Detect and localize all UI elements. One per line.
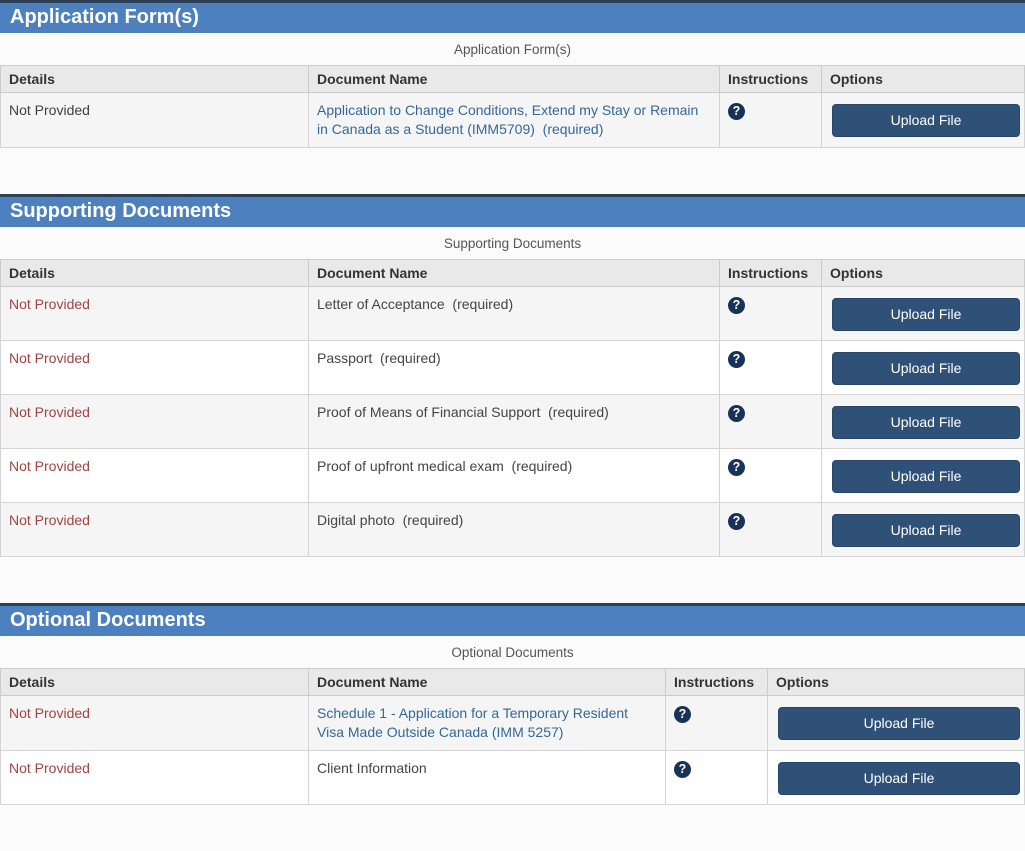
upload-file-button[interactable]: Upload File: [778, 762, 1020, 795]
upload-file-button[interactable]: Upload File: [832, 104, 1020, 137]
help-icon[interactable]: ?: [674, 706, 691, 723]
options-cell: [822, 340, 1025, 394]
details-status: Not Provided: [9, 102, 90, 118]
column-header-details: Details: [1, 668, 309, 695]
help-icon[interactable]: ?: [728, 405, 745, 422]
document-name: Application to Change Conditions, Extend my Stay or Remain in Canada as a Student (IMM5709) (required): [317, 102, 703, 137]
help-icon[interactable]: ?: [728, 297, 745, 314]
help-icon[interactable]: ?: [728, 459, 745, 476]
header-row: [1, 259, 1025, 286]
details-status: Not Provided: [9, 457, 90, 474]
table-row: [1, 502, 1025, 556]
details-cell: [1, 286, 309, 340]
help-icon[interactable]: ?: [674, 761, 691, 778]
table-row: [1, 695, 1025, 750]
details-status: Not Provided: [9, 704, 90, 721]
table-row: [1, 93, 1025, 148]
table-row: [1, 340, 1025, 394]
options-cell: [822, 394, 1025, 448]
help-icon[interactable]: ?: [728, 351, 745, 368]
details-cell: [1, 502, 309, 556]
options-cell: [822, 448, 1025, 502]
instructions-cell: [720, 286, 822, 340]
column-header-instructions: Instructions: [720, 66, 822, 93]
document-name: Proof of upfront medical exam (required): [317, 457, 573, 474]
document-name: Passport (required): [317, 349, 441, 366]
documents-table: [0, 33, 1025, 148]
table-row: [1, 394, 1025, 448]
document-name: Digital photo (required): [317, 511, 464, 528]
table-caption: Supporting Documents: [0, 227, 1025, 259]
table-caption: Application Form(s): [0, 33, 1025, 65]
document-name-cell: [309, 750, 666, 804]
document-name-cell: [309, 340, 720, 394]
column-header-details: Details: [1, 259, 309, 286]
document-name: Proof of Means of Financial Support (required): [317, 403, 609, 420]
details-cell: [1, 448, 309, 502]
options-cell: [768, 750, 1025, 804]
upload-file-button[interactable]: Upload File: [832, 406, 1020, 439]
table-caption: Optional Documents: [0, 636, 1025, 668]
column-header-details: Details: [1, 66, 309, 93]
document-name-cell: [309, 394, 720, 448]
details-status: Not Provided: [9, 295, 90, 312]
help-icon[interactable]: ?: [728, 513, 745, 530]
instructions-cell: [720, 394, 822, 448]
details-cell: [1, 93, 309, 148]
document-name-cell: [309, 448, 720, 502]
upload-file-button[interactable]: Upload File: [832, 298, 1020, 331]
options-cell: [822, 286, 1025, 340]
upload-file-button[interactable]: Upload File: [832, 514, 1020, 547]
instructions-cell: [720, 93, 822, 148]
documents-table: [0, 636, 1025, 805]
details-status: Not Provided: [9, 511, 90, 528]
table-row: [1, 750, 1025, 804]
column-header-options: Options: [822, 66, 1025, 93]
details-status: Not Provided: [9, 403, 90, 420]
document-name: Client Information: [317, 759, 427, 776]
instructions-cell: [666, 695, 768, 750]
document-name: Letter of Acceptance (required): [317, 295, 514, 312]
section-title: Optional Documents: [10, 608, 206, 631]
header-row: [1, 66, 1025, 93]
section-supporting-documents: [0, 194, 1025, 557]
details-status: Not Provided: [9, 759, 90, 776]
documents-table: [0, 227, 1025, 557]
details-cell: [1, 340, 309, 394]
options-cell: [768, 695, 1025, 750]
header-row: [1, 668, 1025, 695]
document-name-cell: [309, 286, 720, 340]
document-name-cell: [309, 695, 666, 750]
section-header-bar: [0, 194, 1025, 227]
upload-file-button[interactable]: Upload File: [778, 707, 1020, 740]
options-cell: [822, 502, 1025, 556]
section-application-forms: [0, 0, 1025, 148]
column-header-instructions: Instructions: [720, 259, 822, 286]
upload-file-button[interactable]: Upload File: [832, 460, 1020, 493]
instructions-cell: [720, 340, 822, 394]
instructions-cell: [666, 750, 768, 804]
column-header-document-name: Document Name: [309, 668, 666, 695]
column-header-document-name: Document Name: [309, 66, 720, 93]
column-header-instructions: Instructions: [666, 668, 768, 695]
table-row: [1, 448, 1025, 502]
details-cell: [1, 695, 309, 750]
column-header-document-name: Document Name: [309, 259, 720, 286]
document-name-cell: [309, 502, 720, 556]
details-cell: [1, 394, 309, 448]
section-header-bar: [0, 0, 1025, 33]
options-cell: [822, 93, 1025, 148]
help-icon[interactable]: ?: [728, 103, 745, 120]
details-status: Not Provided: [9, 349, 90, 366]
table-row: [1, 286, 1025, 340]
instructions-cell: [720, 448, 822, 502]
section-header-bar: [0, 603, 1025, 636]
section-title: Supporting Documents: [10, 199, 232, 222]
instructions-cell: [720, 502, 822, 556]
column-header-options: Options: [822, 259, 1025, 286]
column-header-options: Options: [768, 668, 1025, 695]
section-optional-documents: [0, 603, 1025, 805]
upload-file-button[interactable]: Upload File: [832, 352, 1020, 385]
details-cell: [1, 750, 309, 804]
section-title: Application Form(s): [10, 6, 199, 28]
document-name-cell: [309, 93, 720, 148]
document-name: Schedule 1 - Application for a Temporary Resident Visa Made Outside Canada (IMM 5257): [317, 704, 632, 740]
